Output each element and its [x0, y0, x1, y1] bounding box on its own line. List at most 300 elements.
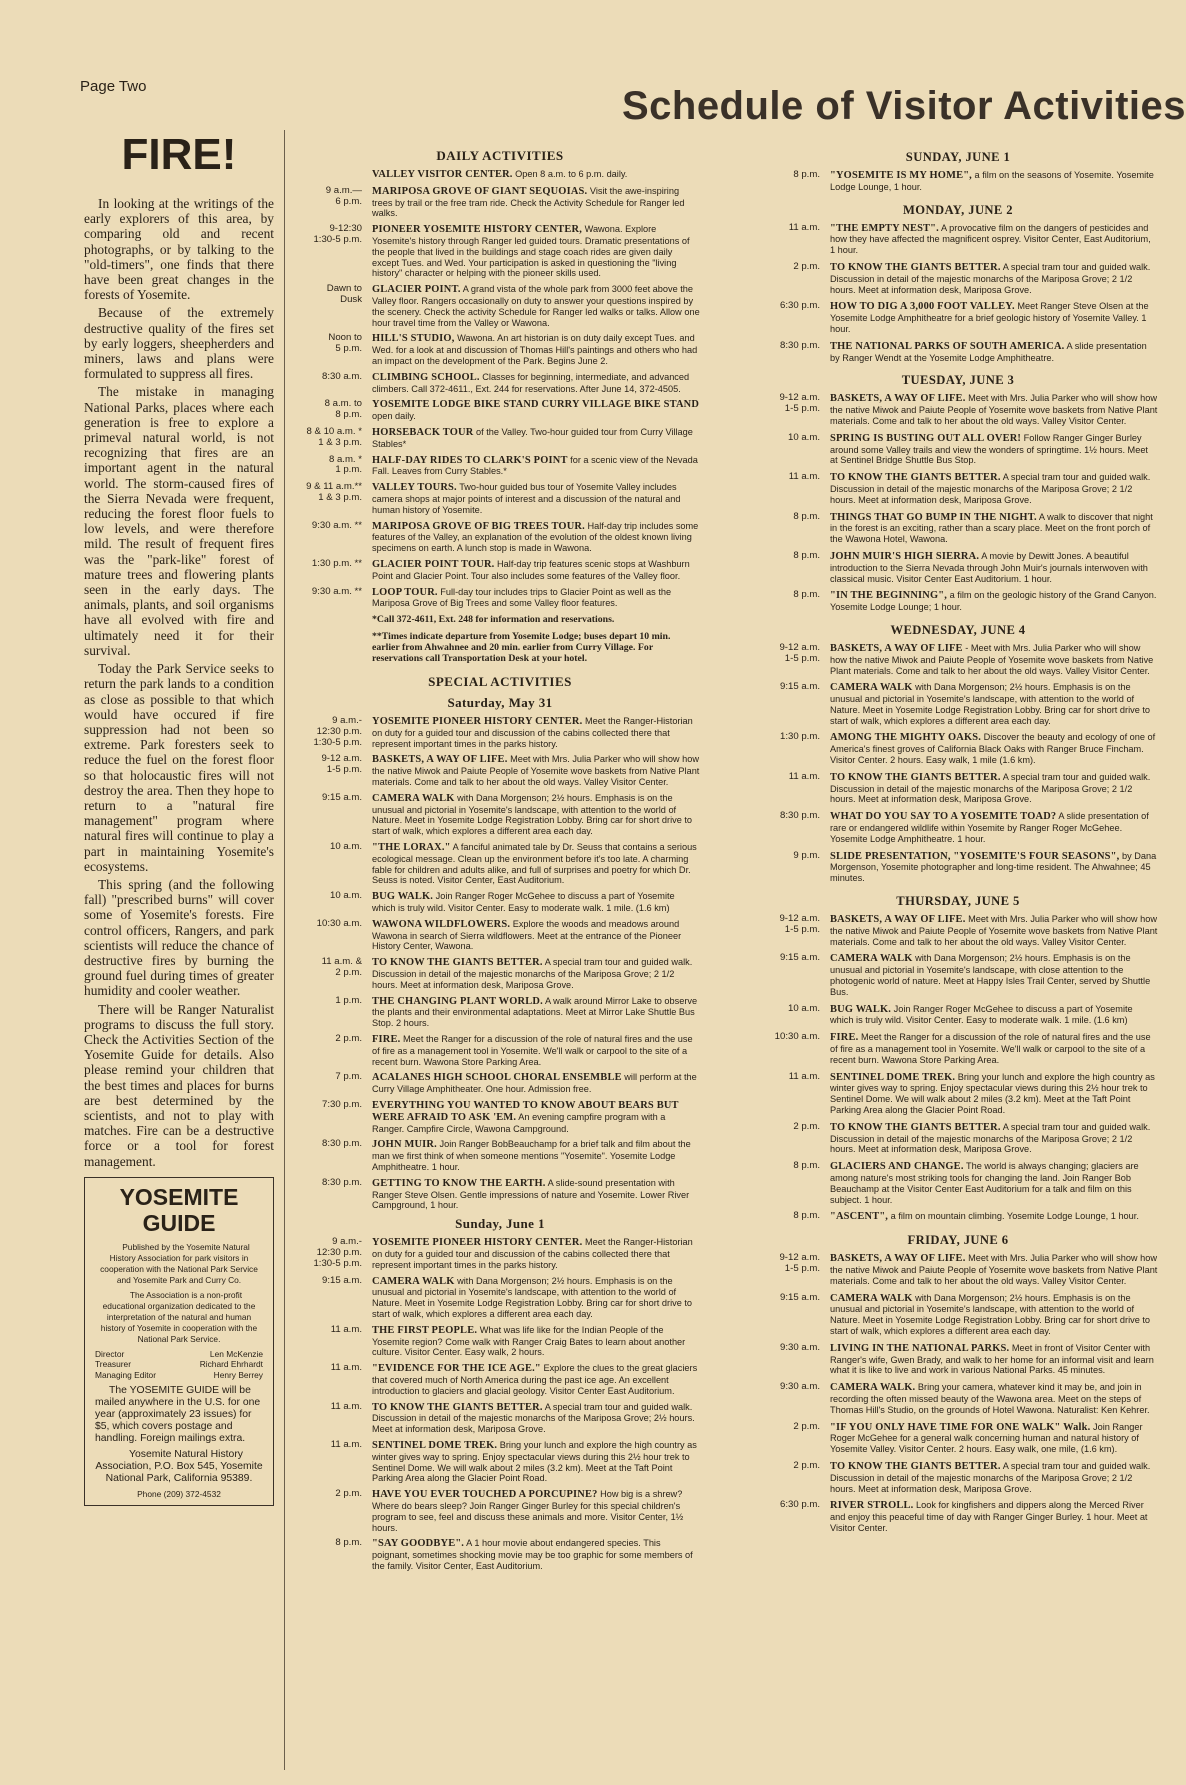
schedule-entry [758, 393, 1158, 426]
entry-title: SENTINEL DOME TREK. [830, 1071, 956, 1083]
entry-text: A special tram tour and guided walk. Discussion in detail of the majestic monarchs of the Mariposa Grove; 2 1/2 hours. Meet at information desk, Mariposa Grove. [830, 1121, 1151, 1155]
schedule-entry [758, 1032, 1158, 1065]
entry-text: A walk around Mirror Lake to observe the plants and their environmental adaptations. Meet at Mirror Lake Shuttle Bus Stop. 2 hours. [372, 995, 698, 1029]
entry-text: with Dana Morgenson; 2½ hours. Emphasis is on the unusual and pictorial in Yosemite's landscape, with attention to the world of Nature. Meet in Yosemite Lodge Registration Lobby. Bring car for short drive to start of walk, which explores a different area each day. [830, 682, 1151, 726]
entry-time: 9-12 a.m. 1-5 p.m. [779, 641, 820, 664]
entry-description [372, 1489, 700, 1533]
entry-text: Meet the Ranger for a discussion of the role of natural fires and the use of fire as a management tool in Yosemite. We'll walk or carpool to the site of a recent burn. Wawona Store Parking Area. [830, 1032, 1151, 1065]
entry-time: 8:30 p.m. [780, 339, 820, 351]
entry-text: Half-day trip features scenic stops at Washburn Point and Glacier Point. Tour also includes some features of the Valley floor. [372, 558, 690, 581]
entry-title: "IF YOU ONLY HAVE TIME FOR ONE WALK" Walk. [830, 1421, 1091, 1433]
schedule-entry [300, 1100, 700, 1134]
entry-title: BUG WALK. [372, 891, 434, 903]
entry-description [830, 643, 1158, 676]
guide-published: Published by the Yosemite Natural History Association for park visitors in cooperation with the National Park Service and Yosemite Park and Curry Co. [100, 1241, 258, 1285]
entry-title: MARIPOSA GROVE OF GIANT SEQUOIAS. [372, 185, 588, 197]
schedule-entry [300, 891, 700, 914]
schedule-entry [300, 716, 700, 749]
day-heading: MONDAY, JUNE 2 [903, 202, 1013, 217]
entry-time: 2 p.m. [793, 1420, 820, 1432]
entry-title: VALLEY VISITOR CENTER. [372, 169, 513, 180]
entry-text: Wawona. Explore Yosemite's history through Ranger led guided tours. Dramatic presentations of the people that lived in the buildings and stage coach rides are given daily except Tues. and Wed. Your participation is asked in questioning the "living history" character or helping with the pioneer skills used. [372, 224, 690, 279]
schedule-entry [300, 333, 700, 366]
entry-title: YOSEMITE LODGE BIKE STAND CURRY VILLAGE BIKE STAND [372, 399, 700, 411]
schedule-entry [758, 1422, 1158, 1455]
entry-time: 8 & 10 a.m. * 1 & 3 p.m. [306, 425, 362, 448]
schedule-entry [300, 186, 700, 219]
entry-description [830, 512, 1158, 545]
entry-title: TO KNOW THE GIANTS BETTER. [372, 957, 543, 969]
right-column [758, 150, 1158, 1540]
schedule-entry [758, 643, 1158, 676]
entry-text: Explore the clues to the great glaciers that covered much of North America during the past ice age. An excellent introduction to glaciers and glacial geology. Visitor Center East Auditorium. [372, 1363, 698, 1396]
entry-time: 8 p.m. [335, 1537, 362, 1549]
fire-paragraph: Because of the extremely destructive quality of the fires set by early loggers, sheepherders and miners, laws and plans were formulated to suppress all fires. [84, 305, 274, 382]
entry-title: YOSEMITE PIONEER HISTORY CENTER. [372, 716, 583, 728]
schedule-entry [300, 587, 700, 610]
entry-title: BASKETS, A WAY OF LIFE. [830, 914, 966, 926]
entry-description [372, 1276, 700, 1320]
entry-title: BASKETS, A WAY OF LIFE. [372, 754, 508, 766]
entry-time: 6:30 p.m. [780, 300, 820, 312]
entry-text: A special tram tour and guided walk. Discussion in detail of the majestic monarchs of the Mariposa Grove; 2 1/2 hours. Meet at information desk, Mariposa Grove. [830, 1460, 1151, 1494]
staff-role: Director [95, 1348, 125, 1359]
entry-title: LIVING IN THE NATIONAL PARKS. [830, 1342, 1010, 1354]
entry-text: A special tram tour and guided walk. Discussion in detail of the majestic monarchs of the Mariposa Grove; 2 1/2 hours. Meet at information desk, Mariposa Grove. [830, 472, 1151, 505]
entry-description [372, 399, 700, 422]
entry-text: Join Ranger Roger McGehee to discuss a part of Yosemite which is truly wild. Visitor Center. Easy to moderate walk. 1 mile. (1.6 km) [372, 891, 675, 914]
entry-title: THE CHANGING PLANT WORLD. [372, 995, 543, 1007]
schedule-entry [300, 1440, 700, 1484]
fire-paragraph: Today the Park Service seeks to return the park lands to a condition as close as possible to that which would have occured if fire suppression had not been so extreme. Park foresters seek to reduce the fuel on the forest floor so that holocaustic fires will not destroy the area. Then they hope to return to a "natural fire management" program where natural fires will continue to play a part in maintaining Yosemite's ecosystems. [84, 661, 274, 874]
entry-description [372, 1538, 700, 1571]
entry-time: 8:30 p.m. [322, 1176, 362, 1188]
entry-title: FIRE. [372, 1034, 401, 1046]
staff-row [95, 1370, 263, 1381]
entry-time: 9-12 a.m. 1-5 p.m. [779, 1252, 820, 1274]
entry-title: "IN THE BEGINNING", [830, 590, 948, 602]
entry-text: A special tram tour and guided walk. Discussion in detail of the majestic monarchs of the Mariposa Grove; 2 1/2 hours. Meet at information desk, Mariposa Grove. [830, 771, 1151, 805]
entry-description [830, 1382, 1158, 1415]
entry-description [372, 1440, 700, 1484]
entry-time: 10:30 a.m. [316, 917, 362, 929]
entry-description [830, 682, 1158, 726]
entry-text: by Dana Morgenson, Yosemite photographer and long-time resident. The Ahwahnee; 45 minutes. [830, 850, 1157, 884]
entry-text: - Meet with Mrs. Julia Parker who will show how the native Miwok and Paiute People of Yosemite wove baskets from Native Plant materials. Come and talk to her about the old ways. Valley Visitor Center. [830, 642, 1154, 676]
entry-description [372, 1325, 700, 1358]
entry-time: 2 p.m. [793, 1459, 820, 1471]
entry-title: GETTING TO KNOW THE EARTH. [372, 1177, 546, 1189]
column-divider [284, 130, 285, 1770]
call-note: *Call 372-4611, Ext. 248 for information and reservations. [372, 614, 615, 626]
staff-name: Richard Ehrhardt [199, 1359, 263, 1370]
entry-text: Open 8 a.m. to 6 p.m. daily. [515, 169, 628, 179]
schedule-entry [300, 793, 700, 837]
staff-name: Henry Berrey [213, 1369, 263, 1380]
schedule-entry [300, 224, 700, 279]
schedule-entry [758, 1382, 1158, 1415]
schedule-entry [758, 1122, 1158, 1155]
entry-time: 8 a.m. to 8 p.m. [324, 398, 362, 421]
daily-activities-heading: DAILY ACTIVITIES [436, 148, 564, 163]
entry-time: 9 a.m.— 6 p.m. [325, 184, 362, 207]
schedule-entry [300, 754, 700, 787]
entry-time: 11 a.m. [330, 1323, 362, 1335]
entry-description [830, 590, 1158, 613]
entry-time [300, 169, 372, 181]
entry-title: BASKETS, A WAY OF LIFE. [830, 1253, 966, 1265]
entry-description [372, 754, 700, 787]
schedule-entry [300, 919, 700, 952]
entry-text: A walk to discover that night in the forest is an exciting, rather than a scary place. Meet on the front porch of the Wawona Hotel, Wawona. [830, 511, 1153, 545]
entry-title: EVERYTHING YOU WANTED TO KNOW ABOUT BEARS BUT WERE AFRAID TO ASK 'EM. [372, 1100, 679, 1123]
entry-time: 9 p.m. [793, 849, 820, 861]
entry-title: CAMERA WALK [830, 1292, 913, 1304]
schedule-entry [300, 1139, 700, 1172]
yosemite-guide-masthead [84, 1177, 274, 1507]
entry-text: will perform at the Curry Village Amphitheater. One hour. Admission free. [372, 1072, 697, 1095]
staff-name: Len McKenzie [209, 1348, 263, 1359]
day-heading: TUESDAY, JUNE 3 [901, 373, 1015, 388]
entry-time: 8 p.m. [793, 589, 820, 601]
entry-time: 2 p.m. [793, 1120, 820, 1132]
entry-time: 9-12 a.m. 1-5 p.m. [779, 392, 820, 415]
entry-title: TO KNOW THE GIANTS BETTER. [830, 472, 1001, 484]
entry-title: CAMERA WALK [372, 1275, 455, 1287]
entry-title: AMONG THE MIGHTY OAKS. [830, 732, 982, 744]
entry-text: Join Ranger Roger McGehee for a general walk concerning human and natural history of Yosemite Valley. Visitor Center. 2 hours. Easy walk, one mile, (1.6 km). [830, 1421, 1143, 1455]
entry-time: 11 a.m. [788, 471, 820, 483]
entry-description [830, 851, 1158, 884]
schedule-entry [300, 427, 700, 450]
schedule-entry [300, 284, 700, 328]
entry-description [830, 1500, 1158, 1533]
entry-text: A movie by Dewitt Jones. A beautiful introduction to the Sierra Nevada through John Muir's journals interwoven with classical music. Visitor Center East Auditorium. 1 hour. [830, 550, 1148, 584]
entry-text: Meet Ranger Steve Olsen at the Yosemite Lodge Amphitheatre for a brief geologic history of Yosemite Valley. 1 hour. [830, 301, 1149, 334]
entry-text: Bring your lunch and explore the high country as winter gives way to spring. Enjoy spectacular views during this 2½ hour trek to Sentinel Dome. We will walk about 2 miles (3.2 km). Meet at the Taft Point Parking Area along the Glacier Point Road. [372, 1439, 697, 1484]
schedule-entry [300, 1489, 700, 1533]
entry-title: ACALANES HIGH SCHOOL CHORAL ENSEMBLE [372, 1072, 622, 1084]
entry-text: Meet in front of Visitor Center with Ranger's wife, Gwen Brady, and walk to her home for an informal visit and learn what it is like to live and work in various National Parks. 45 minutes. [830, 1342, 1154, 1376]
schedule-entry [758, 1211, 1158, 1223]
day-heading: Saturday, May 31 [447, 695, 553, 711]
entry-time: 8 p.m. [793, 1160, 820, 1172]
entry-text: Wawona. An art historian is on duty daily except Tues. and Wed. for a look at and discussion of Thomas Hill's paintings and others who had an impact on the development of the Park. Begins June 2. [372, 333, 698, 366]
entry-time: 9-12:30 1:30-5 p.m. [313, 223, 362, 245]
entry-time: 9:15 a.m. [322, 791, 362, 803]
entry-text: An evening campfire program with a Ranger. Campfire Circle, Wawona Campground. [372, 1111, 666, 1134]
schedule-entry [300, 482, 700, 515]
day-heading: FRIDAY, JUNE 6 [907, 1233, 1009, 1248]
schedule-entry [758, 590, 1158, 613]
entry-description [830, 1161, 1158, 1205]
entry-title: RIVER STROLL. [830, 1500, 914, 1512]
entry-time: 10:30 a.m. [774, 1031, 820, 1043]
entry-time: 8 p.m. [793, 1210, 820, 1222]
entry-title: CLIMBING SCHOOL. [372, 371, 480, 383]
schedule-entry [300, 1072, 700, 1095]
entry-title: THINGS THAT GO BUMP IN THE NIGHT. [830, 511, 1037, 523]
entry-description [830, 472, 1158, 505]
schedule-entry [758, 301, 1158, 334]
entry-title: BUG WALK. [830, 1003, 892, 1015]
entry-description [372, 842, 700, 886]
entry-time: 9:15 a.m. [780, 1291, 820, 1303]
schedule-entry [300, 1034, 700, 1067]
fire-paragraph: The mistake in managing National Parks, places where each generation is free to explore a primeval natural world, is not recognizing that fires are an important agent in the natural world. The storm-caused fires of the Sierra Nevada were frequent, reducing the forest floor fuels to low levels, and were therefore mild. The result of frequent fires was the "park-like" forest of mature trees and flowering plants seen in the early days. The animals, plants, and soil organisms have all evolved with fire and ultimately need it for their survival. [84, 384, 274, 658]
entry-text: A slide presentation by Ranger Wendt at the Yosemite Lodge Amphitheatre. [830, 340, 1147, 363]
entry-description [372, 1139, 700, 1172]
entry-description [372, 1237, 700, 1270]
entry-title: JOHN MUIR'S HIGH SIERRA. [830, 550, 980, 562]
entry-text: Explore the woods and meadows around Wawona in search of Sierra wildflowers. Meet at the entrance of the Pioneer History Center, Wawona. [372, 918, 682, 952]
schedule-entry [300, 842, 700, 886]
fire-paragraph: There will be Ranger Naturalist programs to discuss the full story. Check the Activities Section of the Yosemite Guide for details. Also please remind your children that the best times and places for burns are best determined by the scientists, and not to play with matches. Fire can be a destructive force or a tool for forest management. [84, 1001, 274, 1169]
entry-description [830, 1253, 1158, 1286]
entry-description [372, 1100, 700, 1134]
entry-text: Two-hour guided bus tour of Yosemite Valley includes camera shops at major points of interest and a discussion of the natural and human history of Yosemite. [372, 482, 681, 515]
entry-title: TO KNOW THE GIANTS BETTER. [372, 1401, 543, 1413]
entry-text: A provocative film on the dangers of pesticides and how they have affected the magnificent osprey. Visitor Center, East Auditorium, 1 hour. [830, 222, 1151, 256]
schedule-entry [758, 551, 1158, 584]
entry-title: TO KNOW THE GIANTS BETTER. [830, 1121, 1001, 1133]
schedule-entry [758, 1253, 1158, 1286]
entry-description [830, 914, 1158, 947]
entry-title: SENTINEL DOME TREK. [372, 1439, 498, 1451]
entry-title: CAMERA WALK [830, 682, 913, 694]
entry-text: A fanciful animated tale by Dr. Seuss that contains a serious ecological message. Clean up the environment before it's too late. A charming fable for children and adults alike, and full of surprises and poetry for which Dr. Seuss is noted. Visitor Center, East Auditorium. [372, 842, 697, 886]
schedule-entry [758, 512, 1158, 545]
entry-description [830, 262, 1158, 295]
entry-time: 10 a.m. [330, 841, 362, 853]
entry-description [372, 957, 700, 990]
entry-title: MARIPOSA GROVE OF BIG TREES TOUR. [372, 520, 585, 532]
entry-title: BASKETS, A WAY OF LIFE [830, 642, 963, 654]
guide-address: Yosemite Natural History Association, P.O. Box 545, Yosemite National Park, California 95389. [95, 1449, 263, 1485]
entry-title: GLACIER POINT TOUR. [372, 558, 495, 570]
entry-text: A special tram tour and guided walk. Discussion in detail of the majestic monarchs of the Mariposa Grove; 2 1/2 hours. Meet at information desk, Mariposa Grove. [830, 261, 1151, 295]
entry-time: 9-12 a.m. 1-5 p.m. [779, 913, 820, 935]
schedule-entry [300, 1276, 700, 1320]
entry-description [372, 1072, 700, 1095]
entry-time: 9:15 a.m. [322, 1274, 362, 1286]
entry-title: "ASCENT", [830, 1211, 889, 1223]
entry-time: 10 a.m. [330, 890, 362, 902]
entry-title: HOW TO DIG A 3,000 FOOT VALLEY. [830, 301, 1015, 313]
entry-title: THE FIRST PEOPLE. [372, 1324, 478, 1336]
entry-description [830, 1072, 1158, 1116]
entry-time: 1:30 p.m. ** [311, 557, 362, 569]
times-note: **Times indicate departure from Yosemite Lodge; buses depart 10 min. earlier from Ahwahnee and 20 min. earlier from Curry Village. For reservations call Transportation Desk at your hotel. [372, 631, 671, 665]
entry-time: 9 a.m.- 12:30 p.m. 1:30-5 p.m. [313, 715, 362, 748]
entry-time: 11 a.m. [788, 221, 820, 233]
entry-description [830, 1211, 1158, 1223]
entry-title: GLACIERS AND CHANGE. [830, 1161, 964, 1173]
entry-description [372, 186, 700, 219]
entry-description [830, 1422, 1158, 1455]
entry-time: 11 a.m. [330, 1362, 362, 1374]
schedule-entry [758, 170, 1158, 193]
entry-description [372, 1402, 700, 1435]
entry-text: A grand vista of the whole park from 3000 feet above the Valley floor. Rangers occasionally on duty to answer your questions inspired by the scenery. Check the activity Schedule for Ranger led walks or talks. Allow one hour travel time from the Valley or Wawona. [372, 284, 700, 328]
schedule-entry [300, 559, 700, 582]
entry-description [830, 341, 1158, 364]
schedule-entry [758, 772, 1158, 805]
schedule-entry [300, 996, 700, 1029]
entry-title: HILL'S STUDIO, [372, 333, 455, 345]
entry-title: GLACIER POINT. [372, 284, 461, 296]
entry-title: WHAT DO YOU SAY TO A YOSEMITE TOAD? [830, 811, 1057, 823]
schedule-entry [758, 1072, 1158, 1116]
schedule-entry [300, 1363, 700, 1396]
entry-title: BASKETS, A WAY OF LIFE. [830, 393, 966, 405]
entry-time: 9:30 a.m. [780, 1381, 820, 1393]
entry-title: HAVE YOU EVER TOUCHED A PORCUPINE? [372, 1489, 598, 1501]
schedule-entry [300, 399, 700, 422]
entry-description [372, 1034, 700, 1067]
entry-time: 8 p.m. [793, 510, 820, 522]
entry-description [830, 1293, 1158, 1337]
schedule-entry [300, 521, 700, 554]
entry-description [372, 793, 700, 837]
entry-time: 1 p.m. [335, 994, 362, 1006]
entry-title: HALF-DAY RIDES TO CLARK'S POINT [372, 454, 568, 466]
entry-time: 8 a.m. * 1 p.m. [328, 453, 362, 476]
schedule-entry [758, 1461, 1158, 1494]
schedule-entry [300, 169, 700, 181]
entry-text: Join Ranger BobBeauchamp for a brief talk and film about the man we first think of when someone mentions "Yosemite". Yosemite Lodge Amphitheatre. 1 hour. [372, 1139, 691, 1172]
daily-activities-list [300, 169, 700, 609]
entry-time: Dawn to Dusk [326, 283, 362, 305]
entry-time: 7 p.m. [335, 1071, 362, 1083]
fire-article [84, 130, 274, 1506]
entry-text: Meet the Ranger for a discussion of the role of natural fires and the use of fire as a management tool in Yosemite. We'll walk or carpool to the site of a recent burn. Wawona Store Parking Area. [372, 1034, 693, 1067]
entry-text: Look for kingfishers and dippers along the Merced River and enjoy this peaceful time of day with Ranger Ginger Burley. 1 hour. Meet at Visitor Center. [830, 1500, 1148, 1533]
entry-text: with Dana Morgenson; 2½ hours. Emphasis is on the unusual and pictorial in Yosemite's landscape, with attention to the world of Nature. Meet in Yosemite Lodge Registration Lobby. Bring car for short drive to start of walk, which explores a different area each day. [830, 1292, 1151, 1336]
entry-description [372, 169, 700, 181]
entry-time: 9:15 a.m. [780, 952, 820, 964]
entry-description [830, 811, 1158, 844]
entry-description [830, 953, 1158, 997]
day-heading: Sunday, June 1 [455, 1216, 545, 1232]
main-title: Schedule of Visitor Activities [621, 84, 1186, 128]
entry-text: Classes for beginning, intermediate, and advanced climbers. Call 372-4611., Ext. 244 for reservations. After June 14, 372-4505. [372, 371, 690, 394]
schedule-entry [758, 341, 1158, 364]
page-label: Page Two [80, 78, 147, 95]
entry-text: How big is a shrew? Where do bears sleep? Join Ranger Ginger Burley for this special children's program to see, feel and discuss these animals and more. Visitor Center, 1½ hours. [372, 1489, 684, 1533]
entry-text: with Dana Morgenson; 2½ hours. Emphasis is on the unusual and pictorial in Yosemite's landscape, with attention to the world of Nature. Meet in Yosemite Lodge Registration Lobby. Bring car for short drive to start of walk, which explores a different area each day. [372, 792, 693, 837]
entry-description [830, 393, 1158, 426]
entry-title: SLIDE PRESENTATION, "YOSEMITE'S FOUR SEASONS", [830, 850, 1120, 862]
day-heading: THURSDAY, JUNE 5 [896, 894, 1020, 909]
entry-title: JOHN MUIR. [372, 1139, 437, 1151]
entry-time: 7:30 p.m. [322, 1099, 362, 1110]
entry-time: 2 p.m. [335, 1488, 362, 1500]
entry-title: YOSEMITE PIONEER HISTORY CENTER. [372, 1237, 583, 1249]
entry-text: Meet with Mrs. Julia Parker who will show how the native Miwok and Paiute People of Yosemite wove baskets from Native Plant materials. Come and talk to her about the old ways. Valley Visitor Center. [830, 914, 1158, 947]
entry-title: "YOSEMITE IS MY HOME", [830, 170, 972, 181]
schedule-entry [758, 1293, 1158, 1337]
special-activities-list [300, 695, 700, 1572]
entry-text: Join Ranger Roger McGehee to discuss a part of Yosemite which is truly wild. Visitor Center. Easy to moderate walk. 1 mile. (1.6 km) [830, 1003, 1133, 1026]
entry-time: 11 a.m. & 2 p.m. [321, 956, 362, 979]
middle-column [300, 148, 700, 1577]
schedule-entry [300, 1538, 700, 1571]
entry-description [372, 455, 700, 478]
fire-paragraph: This spring (and the following fall) "prescribed burns" will cover some of Yosemite's forests. Fire control officers, Rangers, and park scientists will reduce the chance of destructive fires by burning the ground fuel during times of greater humidity and cooler weather. [84, 876, 274, 999]
entry-title: VALLEY TOURS. [372, 482, 457, 494]
entry-text: What was life like for the Indian People of the Yosemite region? Come walk with Ranger Craig Bates to learn about another culture. Visitor Center. Easy walk, 2 hours. [372, 1324, 686, 1358]
day-heading: WEDNESDAY, JUNE 4 [890, 622, 1026, 637]
entry-title: THE NATIONAL PARKS OF SOUTH AMERICA. [830, 340, 1065, 352]
entry-title: TO KNOW THE GIANTS BETTER. [830, 1460, 1001, 1472]
entry-time: 11 a.m. [330, 1438, 362, 1450]
entry-time: 8:30 a.m. [322, 370, 362, 382]
schedule-entry [758, 811, 1158, 844]
schedule-entry [758, 682, 1158, 726]
entry-time: 9:30 a.m. ** [311, 585, 362, 597]
schedule-entry [758, 472, 1158, 505]
entry-description [830, 170, 1158, 193]
entry-description [830, 551, 1158, 584]
entry-time: 9:15 a.m. [780, 681, 820, 693]
entry-text: Bring your lunch and explore the high country as winter gives way to spring. Enjoy spectacular views during this 2½ hour trek to Sentinel Dome. We will walk about 2 miles (3.2 km). Meet at the Taft Point Parking Area along the Glacier Point Road. [830, 1071, 1155, 1115]
entry-time: 6:30 p.m. [780, 1499, 820, 1511]
entry-text: A special tram tour and guided walk. Discussion in detail of the majestic monarchs of the Mariposa Grove; 2 1/2 hours. Meet at information desk, Mariposa Grove. [372, 957, 693, 990]
entry-time: 2 p.m. [335, 1033, 362, 1045]
staff-role: Treasurer [95, 1359, 131, 1370]
entry-description [830, 1343, 1158, 1376]
schedule-entry [300, 1178, 700, 1211]
entry-text: Meet the Ranger-Historian on duty for a guided tour and discussion of the cabins collected there that represent important times in the parks history. [372, 1237, 693, 1270]
entry-time: 9 & 11 a.m.** 1 & 3 p.m. [306, 481, 362, 503]
entry-title: SPRING IS BUSTING OUT ALL OVER! [830, 432, 1022, 444]
entry-description [830, 772, 1158, 805]
entry-text: Full-day tour includes trips to Glacier Point as well as the Mariposa Grove of Big Trees and some Valley floor features. [372, 586, 672, 609]
entry-description [372, 427, 700, 450]
staff-row [95, 1359, 263, 1370]
entry-time: 9:30 a.m. ** [311, 519, 362, 531]
staff-row [95, 1349, 263, 1360]
entry-title: CAMERA WALK [830, 953, 913, 965]
entry-text: Discover the beauty and ecology of one of America's finest groves of California Black Oaks with Ranger Bruce Fincham. Visitor Center. 2 hours. Easy walk, 1 mile (1.6 km). [830, 732, 1156, 766]
entry-description [830, 1032, 1158, 1065]
entry-description [372, 587, 700, 610]
entry-title: CAMERA WALK. [830, 1382, 916, 1394]
entry-time: 11 a.m. [788, 1070, 820, 1082]
schedule-entry [300, 455, 700, 478]
entry-title: LOOP TOUR. [372, 586, 438, 598]
entry-time: 10 a.m. [788, 431, 820, 443]
entry-time: 8:30 p.m. [322, 1138, 362, 1150]
schedule-entry [300, 1237, 700, 1270]
entry-description [830, 223, 1158, 256]
entry-text: Visit the awe-inspiring trees by trail or the free tram ride. Check the Activity Schedule for Ranger led walks. [372, 185, 685, 219]
schedule-entry [758, 1004, 1158, 1027]
entry-text: A special tram tour and guided walk. Discussion in detail of the majestic monarchs of the Mariposa Grove; 2½ hours. Meet at information desk, Mariposa Grove. [372, 1401, 695, 1435]
entry-text: open daily. [372, 411, 416, 422]
entry-text: Meet with Mrs. Julia Parker who will show how the native Miwok and Paiute People of Yosemite wove baskets from Native Plant materials. Come and talk to her about the old ways. Valley Visitor Center. [372, 754, 700, 788]
entry-time: 1:30 p.m. [780, 731, 820, 743]
entry-text: Half-day trip includes some features of the Valley, an explanation of the evolution of the oldest known living specimens on earth. A lunch stop is made in Wawona. [372, 520, 699, 554]
entry-time: 10 a.m. [788, 1002, 820, 1014]
entry-text: of the Valley. Two-hour guided tour from Curry Village Stables* [372, 426, 693, 449]
entry-description [830, 1004, 1158, 1027]
guide-association: The Association is a non-profit educational organization dedicated to the interpretation of the natural and human history of Yosemite in cooperation with the National Park Service. [100, 1289, 258, 1344]
entry-time: 9-12 a.m. 1-5 p.m. [321, 753, 362, 776]
entry-text: Follow Ranger Ginger Burley around some Valley trails and view the wonders of springtime. 1½ hours. Meet at Sentinel Bridge Shuttle Bus Stop. [830, 432, 1148, 466]
entry-text: Meet with Mrs. Julia Parker who will show how the native Miwok and Paiute People of Yosemite wove baskets from Native Plant materials. Come and talk to her about the old ways. Valley Visitor Center. [830, 393, 1158, 426]
